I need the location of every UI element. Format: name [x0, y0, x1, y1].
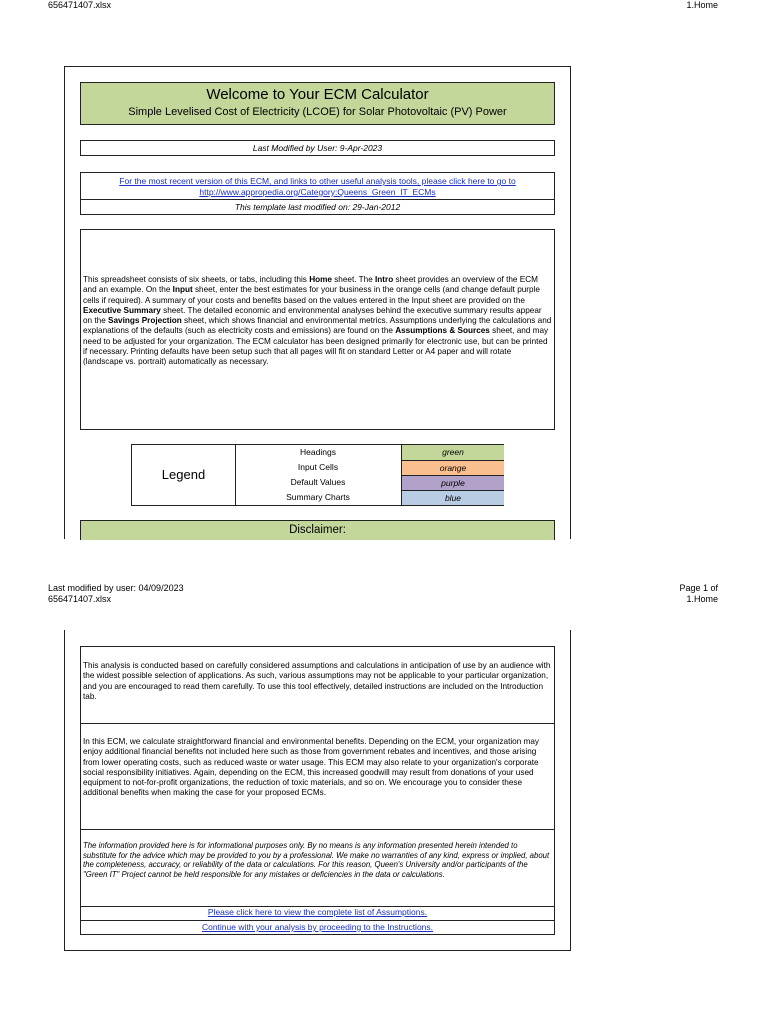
- legend-label-headings: Headings: [300, 447, 336, 457]
- file-name-header: 656471407.xlsx: [48, 0, 112, 10]
- legend-label-input: Input Cells: [297, 462, 339, 472]
- disclaimer-para-information: The information provided here is for informational purposes only. By no means is any information presented herein intended to substitute for the advice which may be provided to you by a professional. We make no warranties of any kind, express or implied, about the completeness, accuracy, or reliability of the data or calculations. For this reason, Queen's University and/or participants of the "Green IT" Project cannot be held responsible for any mistakes or deficiencies in the data or calculations.: [80, 829, 555, 907]
- template-modified-box: This template last modified on: 29-Jan-2012: [80, 199, 555, 215]
- executive-summary-ref: Executive Summary: [83, 305, 161, 315]
- disclaimer-para-benefits: In this ECM, we calculate straightforward financial and environmental benefits. Depending on the ECM, your organization may enjoy additional financial benefits not included here such as those from government rebates and incentives, and those arising from lower operating costs, such as reduced waste or water usage. This ECM may also relate to your organization's corporate social responsibility initiatives. Again, depending on the ECM, this increased goodwill may result from donations of your used equipment to not-for-profit organizations, the reduction of toxic materials, and so on. We encourage you to consider these additional benefits when making the case for your proposed ECMs.: [80, 723, 555, 830]
- intro-sheet-ref: Intro: [375, 275, 394, 284]
- legend-swatch-green: green: [401, 445, 504, 460]
- footer-last-modified: Last modified by user: 04/09/2023: [48, 583, 184, 593]
- legend-title: Legend: [132, 445, 236, 505]
- assumptions-link[interactable]: Please click here to view the complete list of Assumptions.: [207, 907, 428, 917]
- page-title: Welcome to Your ECM Calculator: [206, 86, 429, 103]
- instructions-link-row: [80, 920, 555, 935]
- recent-version-box: [80, 172, 555, 200]
- recent-version-link[interactable]: For the most recent version of this ECM, and links to other useful analysis tools, please click here to go to: [119, 176, 516, 186]
- legend-swatch-purple: purple: [401, 475, 504, 490]
- footer-sheet-name: 1.Home: [686, 594, 718, 604]
- instructions-link[interactable]: Continue with your analysis by proceeding to the Instructions.: [201, 922, 434, 932]
- last-modified-box: Last Modified by User: 9-Apr-2023: [80, 140, 555, 156]
- input-sheet-ref: Input: [172, 285, 193, 295]
- title-block: [80, 82, 555, 125]
- footer-file-name: 656471407.xlsx: [48, 594, 112, 604]
- disclaimer-heading: Disclaimer:: [80, 520, 555, 540]
- disclaimer-para-assumptions: This analysis is conducted based on carefully considered assumptions and calculations in anticipation of use by an audience with the widest possible selection of applications. As such, various assumptions may not be applicable to your particular organization, and you are encouraged to read them carefully. To use this tool effectively, detailed instructions are included on the Introduction tab.: [80, 646, 555, 724]
- page1-frame: [64, 66, 571, 539]
- legend-swatch-orange: orange: [401, 460, 504, 475]
- home-sheet-ref: Home: [309, 275, 332, 284]
- assumptions-link-row: [80, 906, 555, 921]
- intro-paragraph-box: This spreadsheet consists of six sheets, or tabs, including this Home sheet. The Intro sheet provides an overview of the ECM and an example. On the Input sheet, enter the best estimates for your business in the orange cells (and change default purple cells if required). A summary of your costs and benefits based on the values entered in the Input sheet are provided on the Executive Summary sheet. The detailed economic and environmental analyses behind the executive summary results appear on the Savings Projection sheet, which shows financial and environmental metrics. Assumptions underlying the calculations and explanations of the defaults (such as electricity costs and emissions) are found on the Assumptions & Sources sheet, and may need to be adjusted for your organization. The ECM calculator has been designed primarily for electronic use, but can be printed if necessary. Printing defaults have been setup such that all pages will fit on standard Letter or A4 paper and will rotate (landscape vs. portrait) automatically as necessary.: [80, 229, 555, 430]
- assumptions-sources-ref: Assumptions & Sources: [395, 326, 490, 336]
- intro-text: This spreadsheet consists of six sheets, or tabs, including this: [83, 275, 310, 284]
- footer-page-number: Page 1 of: [679, 583, 718, 593]
- legend-label-default: Default Values: [290, 477, 346, 487]
- legend-table: [131, 444, 504, 506]
- page2-frame: [64, 630, 571, 951]
- page-subtitle: Simple Levelised Cost of Electricity (LCOE) for Solar Photovoltaic (PV) Power: [128, 106, 507, 118]
- appropedia-url-link[interactable]: http://www.appropedia.org/Category:Queens_Green_IT_ECMs: [199, 187, 436, 197]
- legend-swatch-blue: blue: [401, 490, 504, 505]
- savings-projection-ref: Savings Projection: [108, 316, 182, 326]
- sheet-name-header: 1.Home: [686, 0, 718, 10]
- legend-label-summary: Summary Charts: [286, 492, 350, 502]
